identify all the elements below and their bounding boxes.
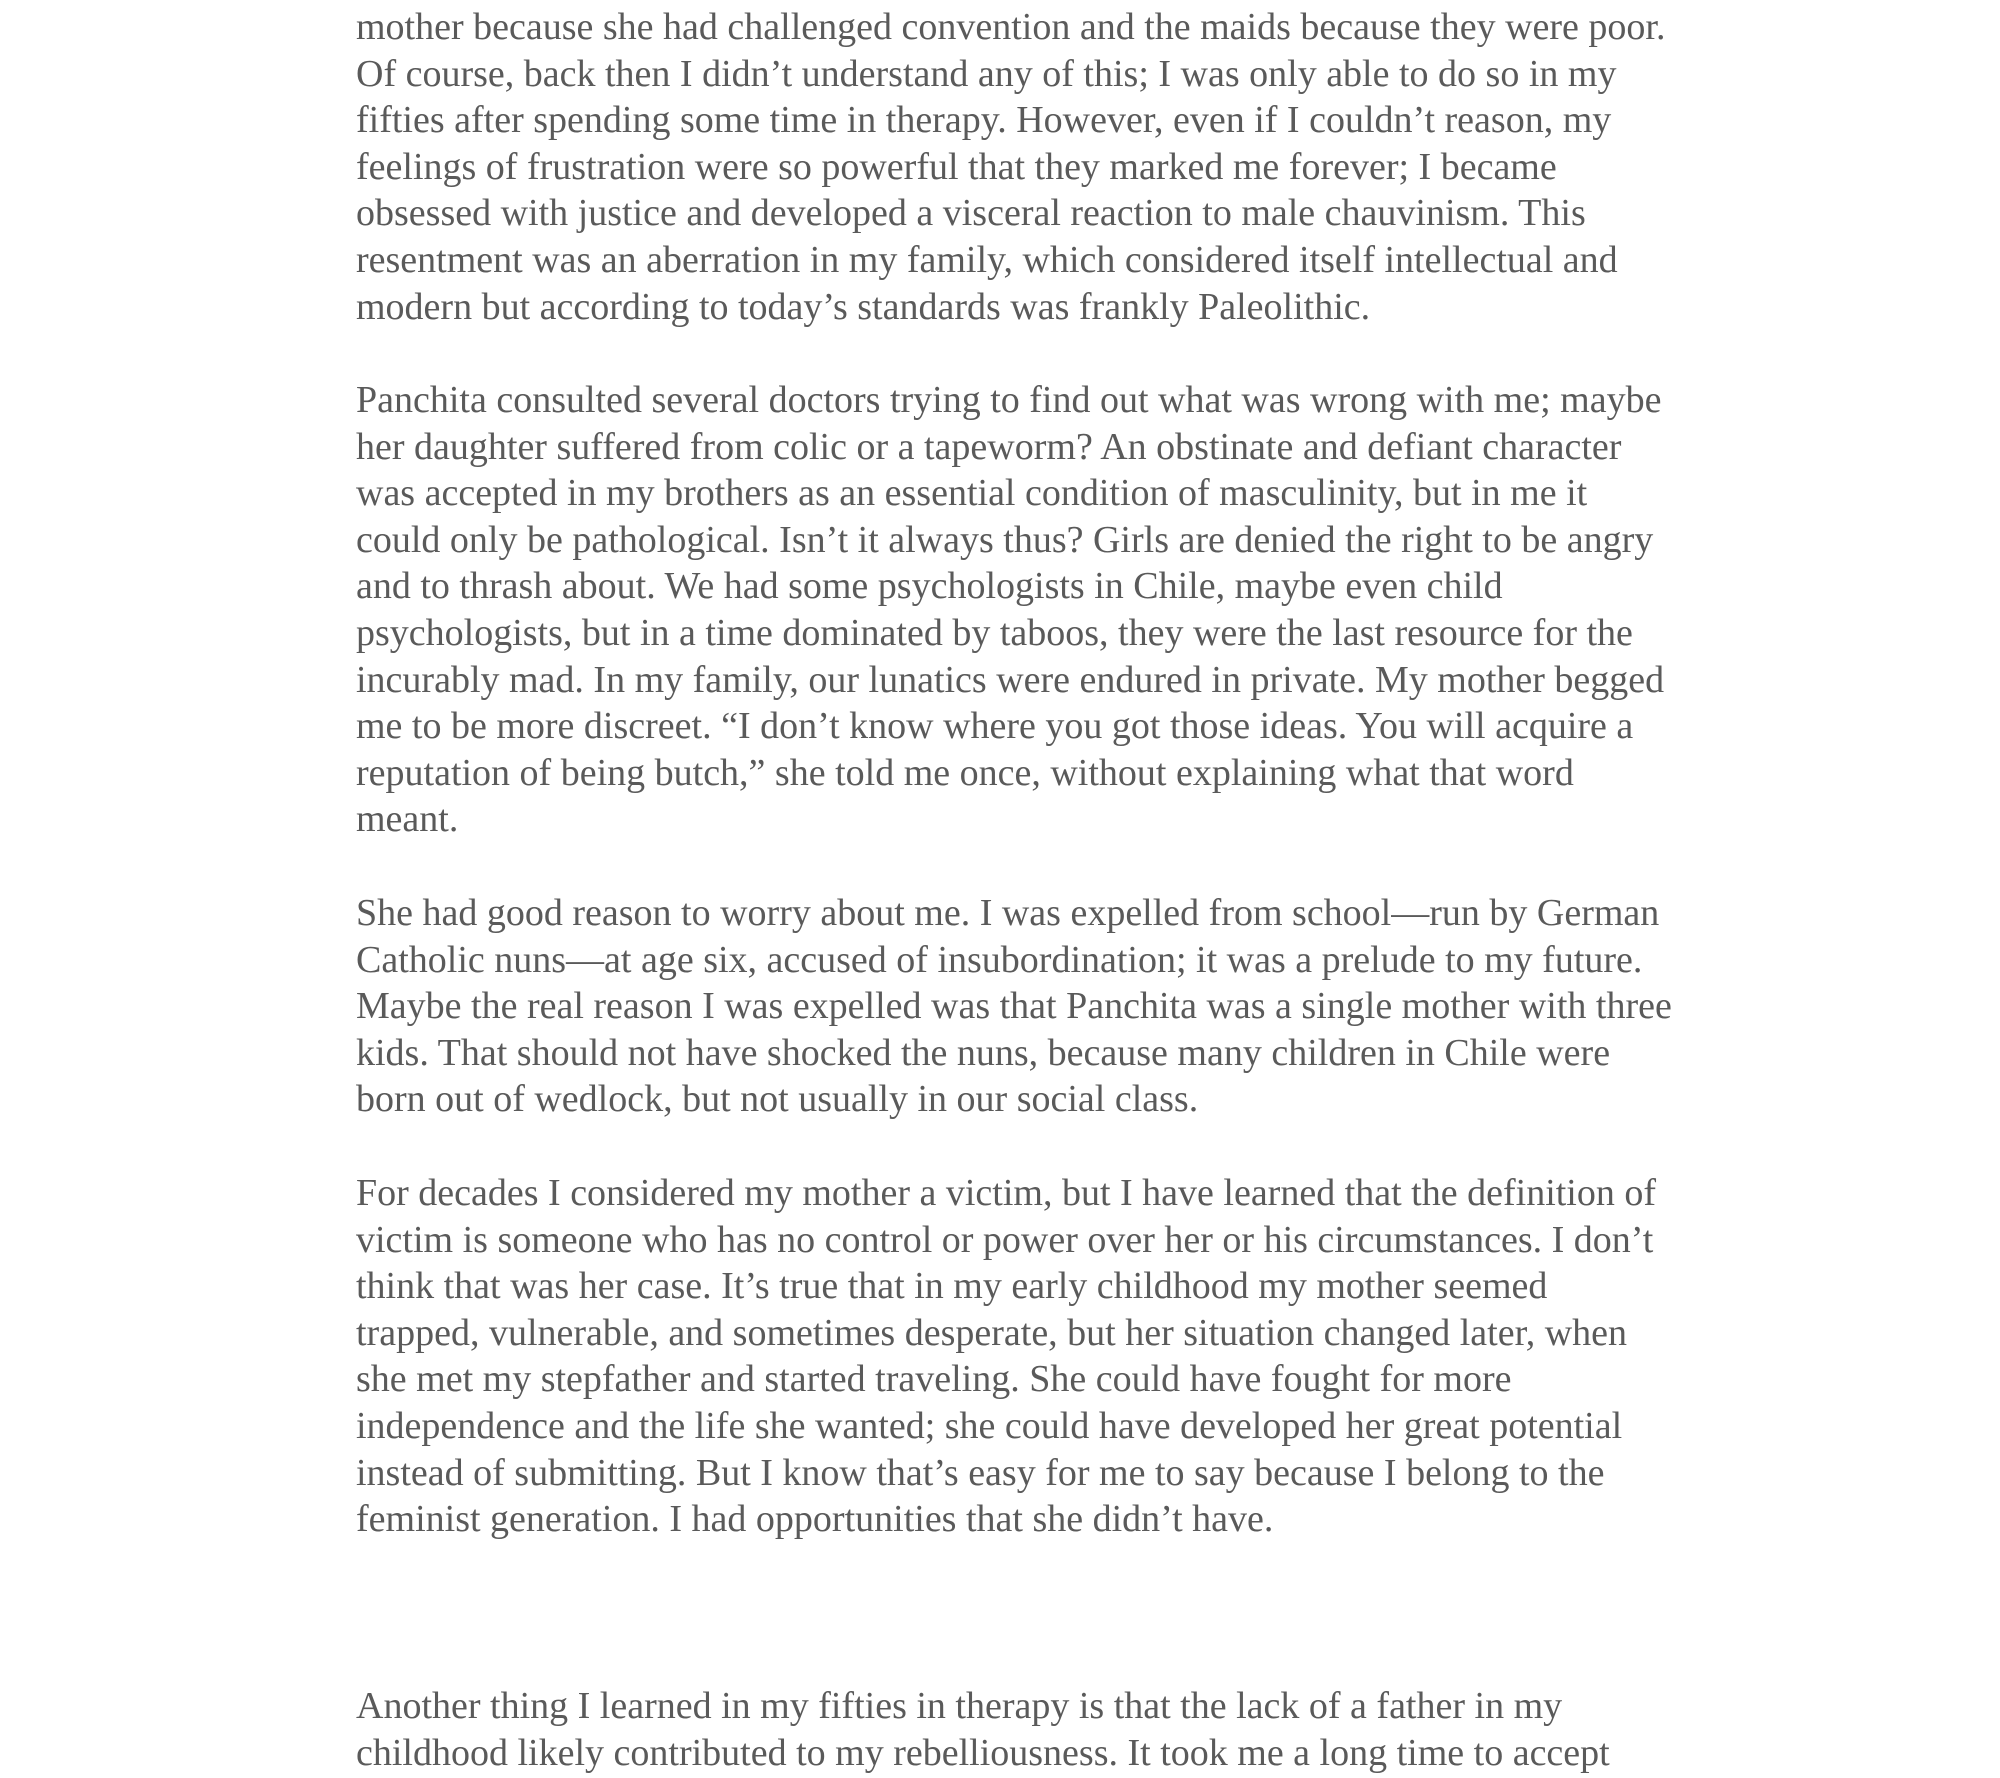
paragraph-4 <box>356 1170 1676 1543</box>
paragraph-5 <box>356 1683 1676 1776</box>
paragraph-1 <box>356 4 1676 330</box>
text-line: psychologists, but in a time dominated by taboos, they were the last resource for the <box>356 611 1633 654</box>
text-line: Another thing I learned in my fifties in therapy is that the lack of a father in my <box>356 1685 1563 1727</box>
text-line: fifties after spending some time in therapy. However, even if I couldn’t reason, my <box>356 99 1612 142</box>
text-line: born out of wedlock, but not usually in our social class. <box>356 1078 1199 1121</box>
text-line: think that was her case. It’s true that in my early childhood my mother seemed <box>356 1265 1548 1308</box>
text-line: reputation of being butch,” she told me once, without explaining what that word <box>356 751 1574 794</box>
text-line: Maybe the real reason I was expelled was that Panchita was a single mother with three <box>356 985 1672 1028</box>
text-line: and to thrash about. We had some psychologists in Chile, maybe even child <box>356 565 1503 608</box>
paragraph-2 <box>356 377 1676 843</box>
paragraph-3 <box>356 890 1676 1123</box>
text-line: resentment was an aberration in my family, which considered itself intellectual and <box>356 238 1618 281</box>
text-line: feminist generation. I had opportunities that she didn’t have. <box>356 1498 1274 1541</box>
text-line: incurably mad. In my family, our lunatics were endured in private. My mother begged <box>356 658 1665 701</box>
text-line: was accepted in my brothers as an essential condition of masculinity, but in me it <box>356 472 1588 515</box>
text-line: kids. That should not have shocked the nuns, because many children in Chile were <box>356 1031 1611 1074</box>
text-line: instead of submitting. But I know that’s easy for me to say because I belong to the <box>356 1451 1605 1494</box>
text-line: me to be more discreet. “I don’t know where you got those ideas. You will acquire a <box>356 705 1634 748</box>
text-line: modern but according to today’s standards was frankly Paleolithic. <box>356 285 1371 328</box>
text-line: her daughter suffered from colic or a tapeworm? An obstinate and defiant character <box>356 425 1622 468</box>
text-line: obsessed with justice and developed a visceral reaction to male chauvinism. This <box>356 192 1586 235</box>
text-line: she met my stepfather and started traveling. She could have fought for more <box>356 1358 1512 1401</box>
text-line: For decades I considered my mother a victim, but I have learned that the definition of <box>356 1172 1657 1214</box>
text-line: meant. <box>356 798 459 841</box>
text-line: mother because she had challenged convention and the maids because they were poor. <box>356 6 1666 48</box>
text-line: She had good reason to worry about me. I was expelled from school—run by German <box>356 892 1660 934</box>
text-line: victim is someone who has no control or power over her or his circumstances. I don’t <box>356 1218 1654 1261</box>
text-line: feelings of frustration were so powerful that they marked me forever; I became <box>356 145 1557 188</box>
text-line: Of course, back then I didn’t understand any of this; I was only able to do so in my <box>356 52 1617 95</box>
text-line: Panchita consulted several doctors trying to find out what was wrong with me; maybe <box>356 379 1662 421</box>
text-line: childhood likely contributed to my rebelliousness. It took me a long time to accept <box>356 1731 1610 1774</box>
text-line: could only be pathological. Isn’t it always thus? Girls are denied the right to be angry <box>356 518 1654 561</box>
text-line: trapped, vulnerable, and sometimes desperate, but her situation changed later, when <box>356 1311 1628 1354</box>
text-line: Catholic nuns—at age six, accused of insubordination; it was a prelude to my future. <box>356 938 1643 981</box>
text-line: independence and the life she wanted; she could have developed her great potential <box>356 1404 1623 1447</box>
